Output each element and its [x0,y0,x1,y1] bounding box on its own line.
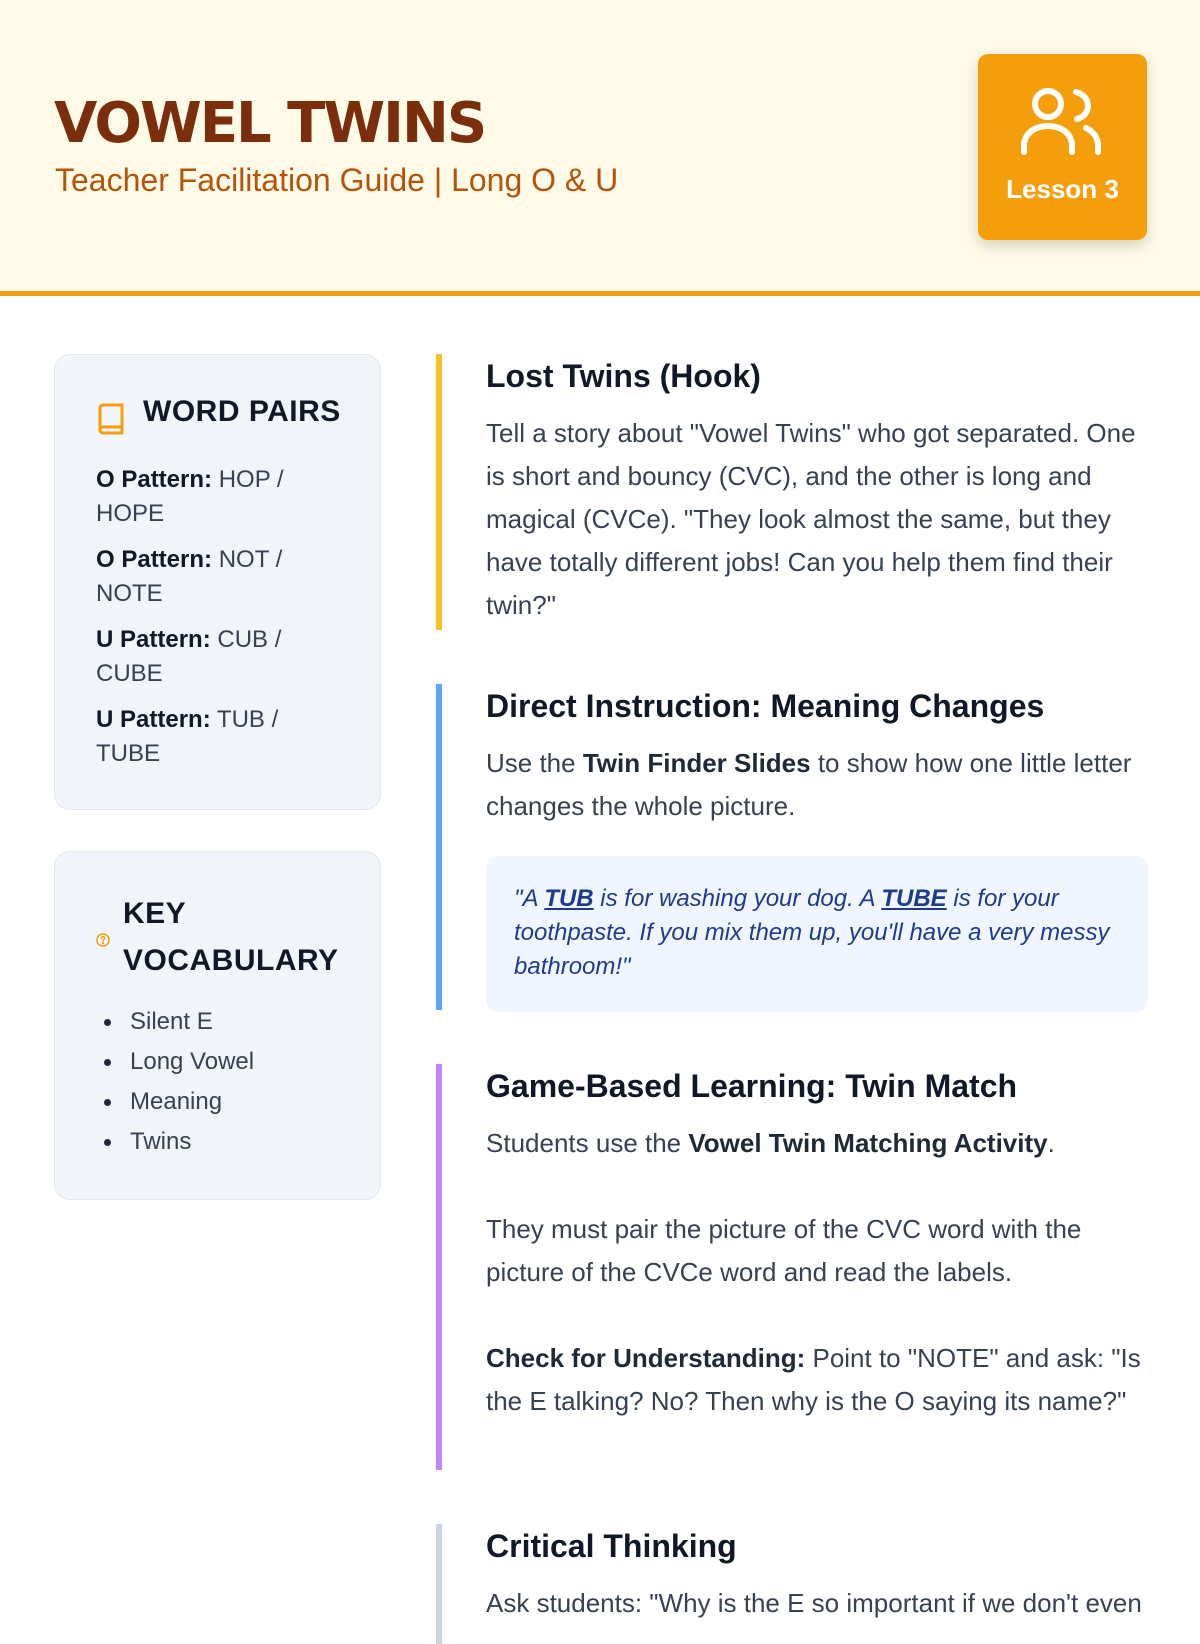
book-icon [97,403,125,435]
word-pairs-heading: WORD PAIRS [143,395,341,428]
key-vocabulary-heading: KEY VOCABULARY [123,897,339,977]
lesson-number: Lesson 3 [1006,174,1119,204]
section-critical-thinking [436,1524,1148,1644]
section-hook [436,354,1148,630]
word-pairs-card [54,354,381,810]
section-title: Direct Instruction: Meaning Changes [486,688,1045,724]
word-pair-item: O Pattern: HOP / HOPE [96,466,284,527]
word-pair-item: U Pattern: TUB / TUBE [96,706,279,767]
section-title: Critical Thinking [486,1528,737,1564]
list-item: Meaning [96,1082,254,1122]
paragraph: They must pair the picture of the CVC word with the picture of the CVCe word and read the labels. [486,1214,1082,1287]
section-direct-instruction [436,684,1148,1010]
section-body: Use the Twin Finder Slides to show how one little letter changes the whole picture. [486,748,1132,821]
page-title: VOWEL TWINS [54,91,486,156]
help-circle-icon [96,933,110,947]
list-item: Twins [96,1122,254,1162]
paragraph: Students use the Vowel Twin Matching Activity. [486,1128,1055,1158]
page-subtitle: Teacher Facilitation Guide | Long O & U [55,162,619,198]
section-game-based-learning [436,1064,1148,1470]
users-icon [1020,84,1104,160]
word-pair-item: O Pattern: NOT / NOTE [96,546,283,607]
key-vocabulary-card [54,851,381,1200]
section-body: Ask students: "Why is the E so important if we don't even [486,1588,1142,1618]
list-item: Silent E [96,1002,254,1042]
section-title: Game-Based Learning: Twin Match [486,1068,1018,1104]
section-body [486,1122,1148,1423]
paragraph: Check for Understanding: Point to "NOTE" and ask: "Is the E talking? No? Then why is the O saying its name?" [486,1343,1141,1416]
section-title: Lost Twins (Hook) [486,358,761,394]
example-quote: "A TUB is for washing your dog. A TUBE is for your toothpaste. If you mix them up, you'll have a very messy bathroom!" [486,856,1148,1012]
vocabulary-list [96,1002,254,1162]
lesson-badge [978,54,1147,240]
section-body: Tell a story about "Vowel Twins" who got separated. One is short and bouncy (CVC), and the other is long and magical (CVCe). "They look almost the same, but they have totally different jobs! Can you help them find their twin?" [486,418,1136,620]
list-item: Long Vowel [96,1042,254,1082]
lesson-header [0,0,1200,296]
word-pair-item: U Pattern: CUB / CUBE [96,626,282,687]
